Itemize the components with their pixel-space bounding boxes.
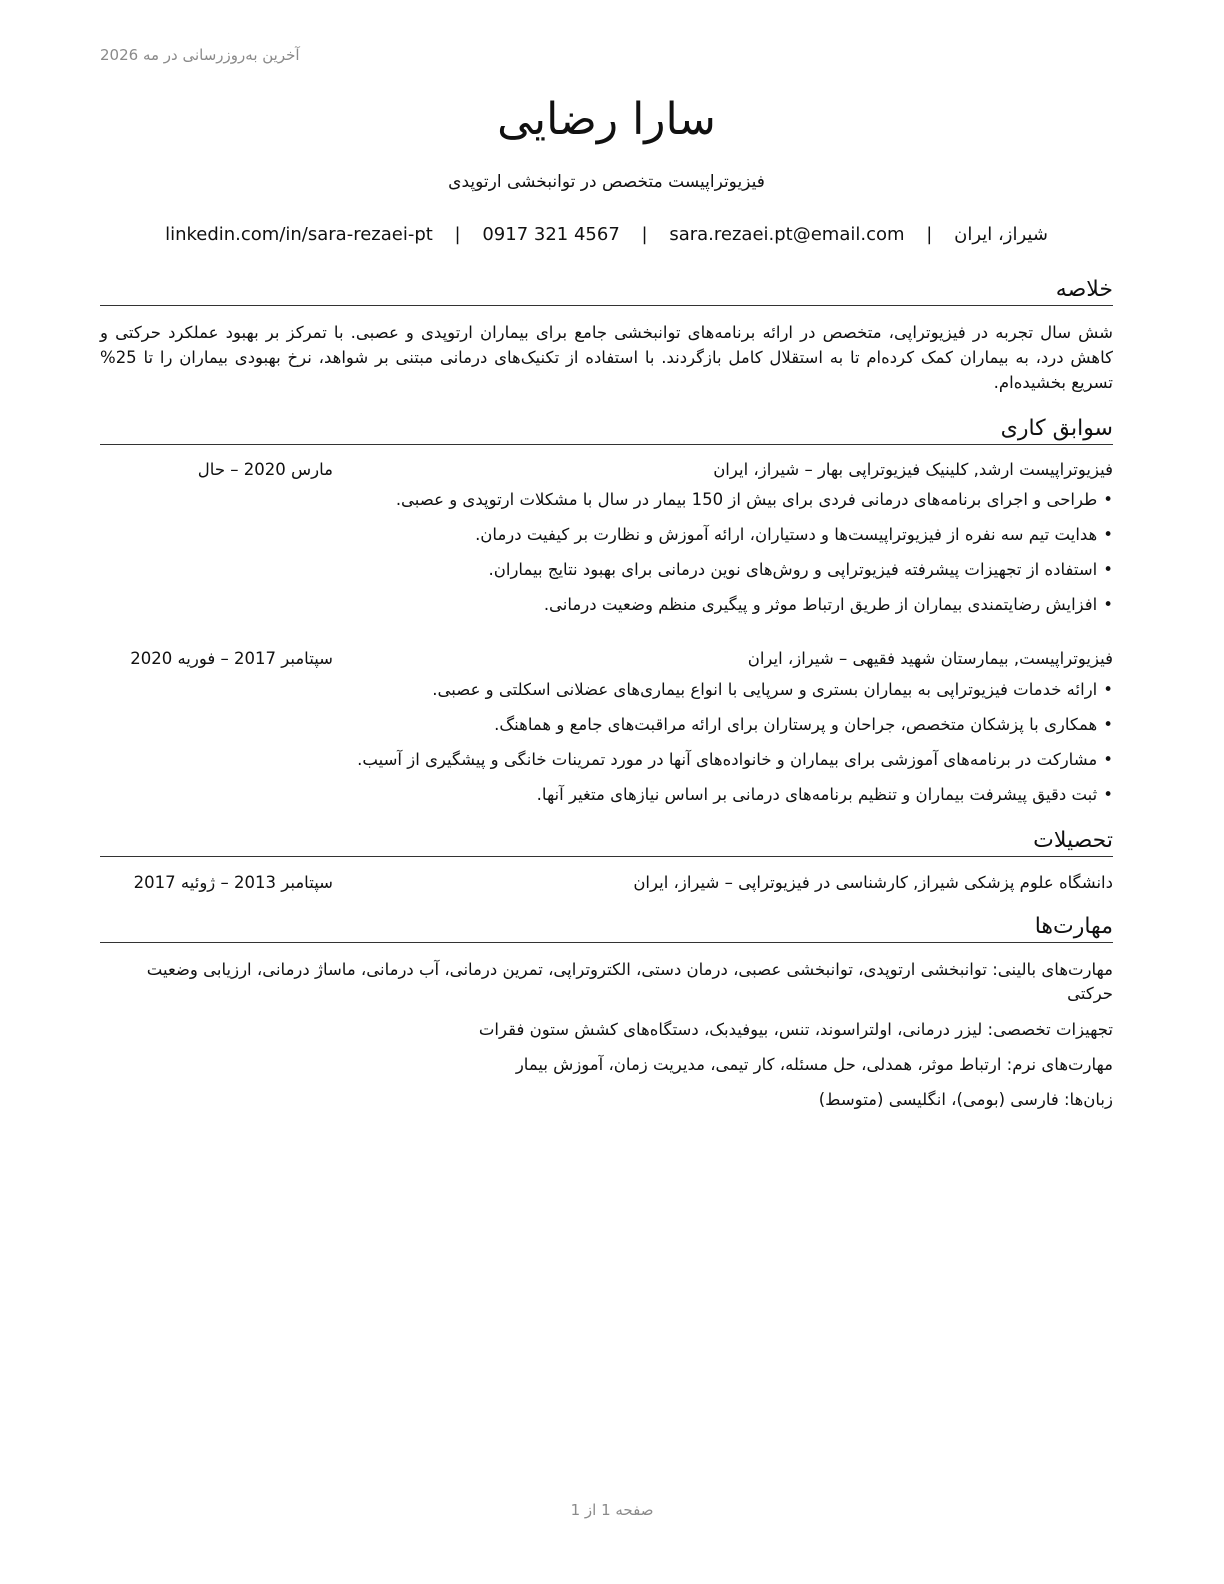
page-number: صفحه 1 از 1 — [570, 1501, 654, 1519]
list-item: •طراحی و اجرای برنامه‌های درمانی فردی برای بیش از 150 بیمار در سال با مشکلات ارتوپدی و عصبی. — [395, 490, 1113, 509]
skills-heading: مهارت‌ها — [100, 913, 1113, 943]
skill-line: زبان‌ها: فارسی (بومی)، انگلیسی (متوسط) — [818, 1090, 1113, 1109]
contact-line — [100, 222, 1113, 248]
bullet-dot: • — [1103, 560, 1113, 579]
contact-separator: | — [641, 224, 648, 245]
job-header — [100, 646, 1113, 672]
skill-line: مهارت‌های بالینی: توانبخشی ارتوپدی، توانبخشی عصبی، درمان دستی، الکتروتراپی، تمرین درمانی، آب درمانی، ماساژ درمانی، ارزیابی وضعیت حرکتی — [146, 960, 1113, 1003]
contact-linkedin[interactable]: linkedin.com/in/sara-rezaei-pt — [165, 224, 433, 245]
last-updated-note: آخرین به‌روزرسانی در مه 2026 — [100, 46, 300, 64]
education-dates: سپتامبر 2013 – ژوئیه 2017 — [133, 873, 333, 892]
summary-text: شش سال تجربه در فیزیوتراپی، متخصص در ارائه برنامه‌های توانبخشی جامع برای بیماران ارتوپدی و عصبی. با تمرکز بر بهبود عملکرد حرکتی و کاهش درد، به بیماران کمک کرده‌ام تا به استقلال کامل بازگردند. با استفاده از تکنیک‌های درمانی مبتنی بر شواهد، نرخ بهبودی بیماران را تا 25% تسریع بخشیده‌ام. — [100, 323, 1113, 392]
list-item: •همکاری با پزشکان متخصص، جراحان و پرستاران برای ارائه مراقبت‌های جامع و هماهنگ. — [494, 715, 1113, 734]
list-item: •ارائه خدمات فیزیوتراپی به بیماران بستری و سرپایی با انواع بیماری‌های عضلانی اسکلتی و عصبی. — [432, 680, 1113, 699]
job-title: فیزیوتراپیست ارشد, کلینیک فیزیوتراپی بهار – شیراز، ایران — [713, 460, 1113, 479]
education-entry — [100, 870, 1113, 896]
resume-page — [100, 0, 1113, 1584]
bullet-dot: • — [1103, 525, 1113, 544]
skill-line: مهارت‌های نرم: ارتباط موثر، همدلی، حل مسئله، کار تیمی، مدیریت زمان، آموزش بیمار — [515, 1055, 1113, 1074]
bullet-dot: • — [1103, 785, 1113, 804]
experience-heading: سوابق کاری — [100, 415, 1113, 445]
education-heading: تحصیلات — [100, 827, 1113, 857]
candidate-headline: فیزیوتراپیست متخصص در توانبخشی ارتوپدی — [448, 172, 765, 192]
contact-location: شیراز، ایران — [954, 224, 1048, 245]
list-item: •مشارکت در برنامه‌های آموزشی برای بیماران و خانواده‌های آنها در مورد تمرینات خانگی و پیشگیری از آسیب. — [357, 750, 1113, 769]
contact-separator: | — [926, 224, 933, 245]
contact-separator: | — [454, 224, 461, 245]
summary-heading: خلاصه — [100, 276, 1113, 306]
list-item: •استفاده از تجهیزات پیشرفته فیزیوتراپی و روش‌های نوین درمانی برای بهبود نتایج بیماران. — [488, 560, 1113, 579]
bullet-dot: • — [1103, 595, 1113, 614]
bullet-dot: • — [1103, 680, 1113, 699]
bullet-dot: • — [1103, 750, 1113, 769]
job-dates: سپتامبر 2017 – فوریه 2020 — [130, 649, 333, 668]
bullet-dot: • — [1103, 490, 1113, 509]
job-title: فیزیوتراپیست, بیمارستان شهید فقیهی – شیراز، ایران — [747, 649, 1113, 668]
bullet-dot: • — [1103, 715, 1113, 734]
job-bullets — [100, 487, 1113, 627]
list-item: •افزایش رضایتمندی بیماران از طریق ارتباط موثر و پیگیری منظم وضعیت درمانی. — [543, 595, 1113, 614]
education-school: دانشگاه علوم پزشکی شیراز, کارشناسی در فیزیوتراپی – شیراز، ایران — [633, 873, 1113, 892]
list-item: •هدایت تیم سه نفره از فیزیوتراپیست‌ها و دستیاران، ارائه آموزش و نظارت بر کیفیت درمان. — [475, 525, 1113, 544]
list-item: •ثبت دقیق پیشرفت بیماران و تنظیم برنامه‌های درمانی بر اساس نیازهای متغیر آنها. — [536, 785, 1113, 804]
contact-phone[interactable]: 0917 321 4567 — [482, 224, 620, 245]
job-dates: مارس 2020 – حال — [197, 460, 333, 479]
skill-line: تجهیزات تخصصی: لیزر درمانی، اولتراسوند، تنس، بیوفیدبک، دستگاه‌های کشش ستون فقرات — [478, 1020, 1113, 1039]
contact-email[interactable]: sara.rezaei.pt@email.com — [669, 224, 905, 245]
job-bullets — [100, 677, 1113, 817]
job-header — [100, 457, 1113, 483]
candidate-name: سارا رضایی — [497, 94, 716, 145]
